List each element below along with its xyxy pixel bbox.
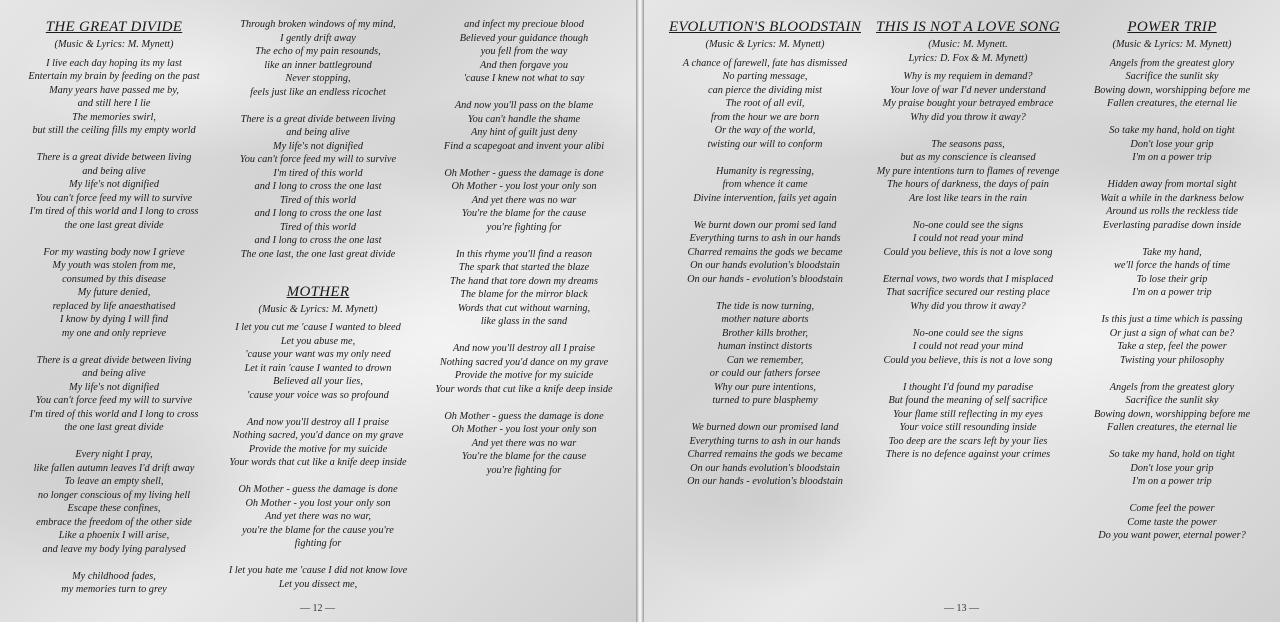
stanza: I live each day hoping its my last Entertain my brain by feeding on the past Many years have passed me by, and still here I lie The memories swirl, but still the ceiling fills my empty world bbox=[28, 57, 200, 136]
lyrics bbox=[215, 321, 421, 591]
stanza: And now you'll pass on the blame You can't handle the shame Any hint of guilt just deny Find a scapegoat and invent your alibi bbox=[443, 100, 605, 152]
stanza: My childhood fades, my memories turn to grey bbox=[61, 570, 167, 595]
left-page bbox=[0, 0, 636, 622]
lyrics bbox=[1070, 57, 1274, 543]
stanza: The tide is now turning, mother nature aborts Brother kills brother, human instinct distorts Can we remember, or could our fathers forsee Why our pure intentions, turned to pure blasphemy bbox=[709, 300, 821, 406]
stanza: In this rhyme you'll find a reason The spark that started the blaze The hand that tore down my dreams The blame for the mirror black Words that cut without warning, like glass in the sand bbox=[450, 248, 598, 327]
column-evolutions-bloodstain bbox=[660, 18, 870, 502]
stanza: Eternal vows, two words that I misplaced That sacrifice secured our resting place Why did you throw it away? bbox=[882, 273, 1054, 312]
stanza: Through broken windows of my mind, I gently drift away The echo of my pain resounds, like an inner battleground Never stopping, feels just like an endless ricochet bbox=[240, 19, 396, 98]
stanza: Angels from the greatest glory Sacrifice the sunlit sky Bowing down, worshipping before me Fallen creatures, the eternal lie bbox=[1093, 57, 1251, 109]
stanza: So take my hand, hold on tight Don't lose your grip I'm on a power trip bbox=[1109, 125, 1235, 163]
stanza: Oh Mother - guess the damage is done Oh Mother - you lost your only son And yet there was no war You're the blame for the cause you're fighting for bbox=[444, 410, 604, 476]
song-credit: (Music & Lyrics: M. Mynett) bbox=[705, 39, 825, 50]
right-page bbox=[644, 0, 1280, 622]
stanza: Oh Mother - guess the damage is done Oh Mother - you lost your only son And yet there was no war You're the blame for the cause you're fighting for bbox=[444, 167, 604, 233]
stanza: Every night I pray, like fallen autumn leaves I'd drift away To leave an empty shell, no longer conscious of my living hell Escape these confines, embrace the freedom of the other side Like a phoenix I will arise, and leave my body lying paralysed bbox=[33, 449, 195, 555]
stanza: Oh Mother - guess the damage is done Oh Mother - you lost your only son And yet there was no war, you're the blame for the cause you're fighting for bbox=[238, 484, 398, 549]
stanza: I thought I'd found my paradise But found the meaning of self sacrifice Your flame still reflecting in my eyes Your voice still resounding inside Too deep are the scars left by your lies There is no defence against your crimes bbox=[885, 381, 1051, 460]
column-great-divide bbox=[10, 18, 218, 610]
page-number-right: — 13 — bbox=[944, 603, 979, 614]
lyrics bbox=[418, 18, 630, 477]
song-title-power-trip: POWER TRIP bbox=[1127, 19, 1217, 35]
song-credit: (Music: M. Mynett. Lyrics: D. Fox & M. Mynett) bbox=[908, 39, 1028, 64]
page-number-left: — 12 — bbox=[300, 603, 335, 614]
column-mother-cont bbox=[418, 18, 630, 491]
stanza: No-one could see the signs I could not read your mind Could you believe, this is not a love song bbox=[883, 219, 1053, 258]
stanza: A chance of farewell, fate has dismissed No parting message, can pierce the dividing mist The root of all evil, from the hour we are born Or the way of the world, twisting our will to conform bbox=[682, 57, 848, 150]
stanza: And now you'll destroy all I praise Nothing sacred you'd dance on my grave Provide the motive for my suicide Your words that cut like a knife deep inside bbox=[435, 343, 613, 395]
song-title-evolutions-bloodstain: EVOLUTION'S BLOODSTAIN bbox=[668, 19, 861, 35]
lyrics bbox=[215, 18, 421, 261]
song-credit: (Music & Lyrics: M. Mynett) bbox=[54, 39, 174, 50]
song-credit: (Music & Lyrics: M. Mynett) bbox=[1112, 39, 1232, 50]
stanza: Is this just a time which is passing Or just a sign of what can be? Take a step, feel the power Twisting your philosophy bbox=[1101, 314, 1243, 366]
stanza: No-one could see the signs I could not read your mind Could you believe, this is not a love song bbox=[883, 327, 1053, 366]
stanza: and infect my precioue blood Believed your guidance though you fell from the way And then forgave you 'cause I knew not what to say bbox=[459, 19, 589, 84]
stanza: So take my hand, hold on tight Don't lose your grip I'm on a power trip bbox=[1109, 449, 1235, 487]
stanza: I let you hate me 'cause I did not know love Let you dissect me, bbox=[228, 565, 408, 590]
song-title-mother: MOTHER bbox=[286, 283, 350, 300]
stanza: Why is my requiem in demand? Your love of war I'd never understand My praise bought your betrayed embrace Why did you throw it away? bbox=[882, 71, 1054, 123]
song-title-great-divide: THE GREAT DIVIDE bbox=[45, 19, 183, 35]
song-title-not-a-love-song: THIS IS NOT A LOVE SONG bbox=[875, 19, 1060, 35]
stanza: Take my hand, we'll force the hands of time To lose their grip I'm on a power trip bbox=[1114, 246, 1230, 298]
stanza: And now you'll destroy all I praise Nothing sacred, you'd dance on my grave Provide the motive for my suicide Your words that cut like a knife deep inside bbox=[229, 416, 407, 468]
stanza: Angels from the greatest glory Sacrifice the sunlit sky Bowing down, worshipping before me Fallen creatures, the eternal lie bbox=[1093, 381, 1251, 433]
stanza: There is a great divide between living and being alive My life's not dignified You can't force feed my will to survive I'm tired of this world and I long to cross the one last Tired of this world and I long to cross the one last Tired of this world and I long to cross the one last The one last, the one last great divide bbox=[239, 113, 397, 260]
column-not-a-love-song bbox=[862, 18, 1074, 475]
lyrics bbox=[660, 57, 870, 489]
lyrics bbox=[862, 70, 1074, 462]
stanza: There is a great divide between living and being alive My life's not dignified You can't force feed my will to survive I'm tired of this world and I long to cross the one last great divide bbox=[29, 152, 199, 231]
lyrics bbox=[10, 57, 218, 597]
stanza: The seasons pass, but as my conscience is cleansed My pure intentions turn to flames of revenge The hours of darkness, the days of pain Are lost like tears in the rain bbox=[876, 138, 1060, 204]
stanza: We burnt down our promi sed land Everything turns to ash in our hands Charred remains the gods we became On our hands evolution's bloodstain On our hands - evolution's bloodstain bbox=[687, 219, 843, 285]
book-gutter bbox=[636, 0, 644, 622]
stanza: We burned down our promised land Everything turns to ash in our hands Charred remains the gods we became On our hands evolution's bloodstain On our hands - evolution's bloodstain bbox=[687, 422, 843, 487]
stanza: Humanity is regressing, from whence it came Divine intervention, fails yet again bbox=[693, 165, 837, 204]
stanza: Come feel the power Come taste the power Do you want power, eternal power? bbox=[1098, 503, 1246, 541]
stanza: There is a great divide between living and being alive My life's not dignified You can't force feed my will to survive I'm tired of this world and I long to cross the one last great divide bbox=[29, 354, 199, 433]
column-power-trip bbox=[1070, 18, 1274, 556]
column-great-divide-cont-mother bbox=[215, 18, 421, 605]
stanza: Hidden away from mortal sight Wait a while in the darkness below Around us rolls the reckless tide Everlasting paradise down inside bbox=[1100, 179, 1244, 231]
song-credit: (Music & Lyrics: M. Mynett) bbox=[258, 303, 378, 315]
stanza: For my wasting body now I grieve My youth was stolen from me, consumed by this disease My future denied, replaced by life anaesthatised I know by dying I will find my one and only reprieve bbox=[43, 246, 185, 339]
stanza: I let you cut me 'cause I wanted to bleed Let you abuse me, 'cause your want was my only need Let it rain 'cause I wanted to drown Believed all your lies, 'cause your voice was so profound bbox=[235, 322, 401, 401]
